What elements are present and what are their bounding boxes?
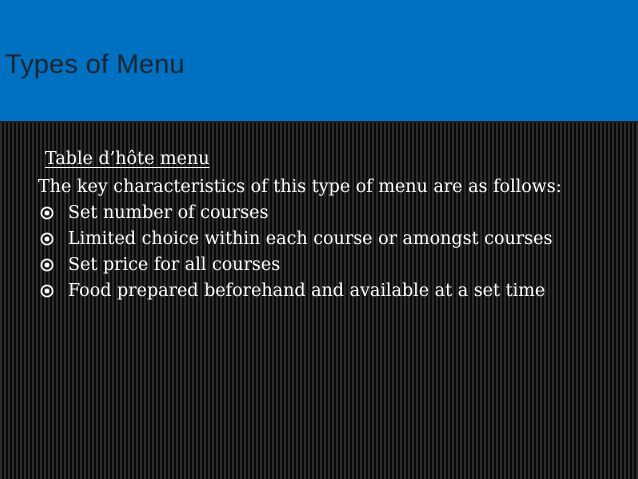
slide-subtitle: Table d’hôte menu <box>45 149 210 169</box>
bullet-list <box>38 200 598 304</box>
circled-dot-icon <box>40 232 54 246</box>
bullet-text: Limited choice within each course or amongst courses <box>68 229 553 249</box>
slide-title: Types of Menu <box>5 49 185 79</box>
intro-text: The key characteristics of this type of menu are as follows: <box>38 177 562 197</box>
circled-dot-icon <box>40 258 54 272</box>
bullet-text: Set number of courses <box>68 203 269 223</box>
bullet-text: Set price for all courses <box>68 255 281 275</box>
bullet-item <box>38 252 568 278</box>
bullet-item <box>38 278 568 304</box>
title-bar <box>0 0 638 123</box>
bullet-item <box>38 226 568 252</box>
circled-dot-icon <box>40 284 54 298</box>
circled-dot-icon <box>40 206 54 220</box>
bullet-item <box>38 200 568 226</box>
slide-content <box>38 146 598 304</box>
bullet-text: Food prepared beforehand and available at a set time <box>68 281 546 301</box>
